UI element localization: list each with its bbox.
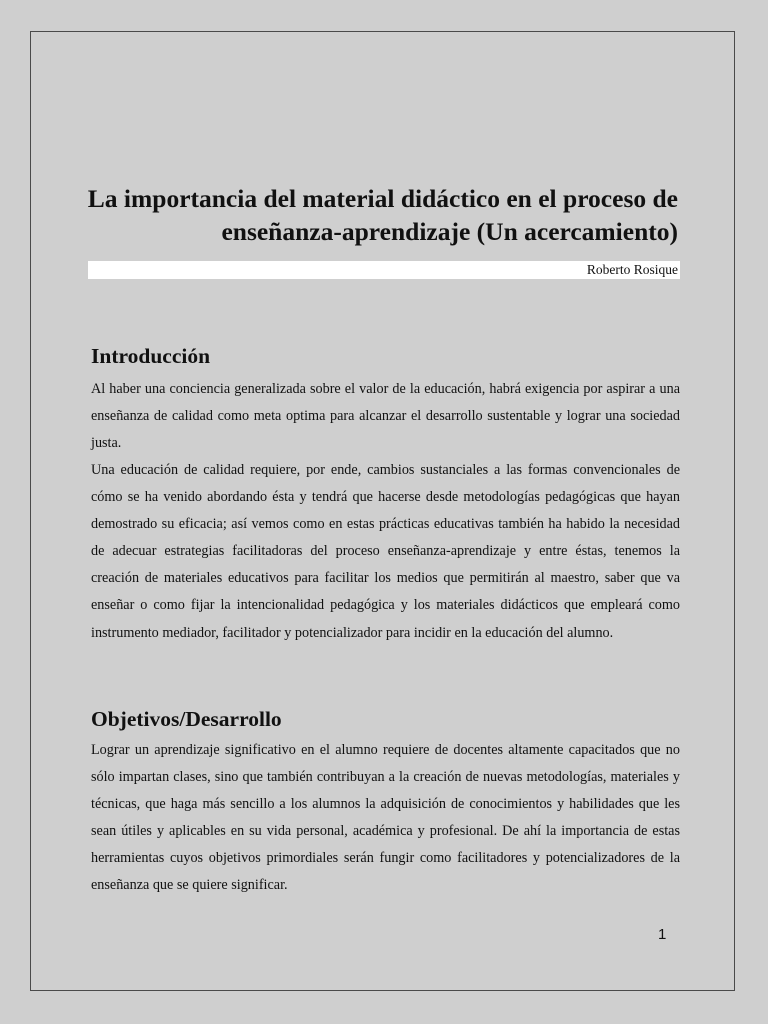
- section-heading-introduccion: Introducción: [91, 344, 211, 368]
- paragraph: Lograr un aprendizaje significativo en el alumno requiere de docentes altamente capacitados que no sólo impartan clases, sino que también contribuyan a la creación de nuevas metodologías, materiales y técnicas, que haga más sencillo a los alumnos la adquisición de conocimientos y habilidades que les sean útiles y aplicables en su vida personal, académica y profesional. De ahí la importancia de estas herramientas cuyos objetivos primordiales serán fungir como facilitadores y potencializadores de la enseñanza que se quiere significar.: [91, 742, 680, 894]
- paragraph: Al haber una conciencia generalizada sobre el valor de la educación, habrá exigencia por aspirar a una enseñanza de calidad como meta optima para alcanzar el desarrollo sustentable y lograr una sociedad justa.: [91, 381, 680, 452]
- document-page: [30, 31, 735, 991]
- author-bar: [88, 261, 680, 279]
- paragraph: Una educación de calidad requiere, por ende, cambios sustanciales a las formas convencionales de cómo se ha venido abordando ésta y tendrá que hacerse desde metodologías pedagógicas que hayan demostrado su eficacia; así vemos como en estas prácticas educativas también ha habido la necesidad de adecuar estrategias facilitadoras del proceso enseñanza-aprendizaje y entre éstas, tenemos la creación de materiales educativos para facilitar los medios que permitirán al maestro, saber que va enseñar o como fijar la intencionalidad pedagógica y los materiales didácticos que empleará como instrumento mediador, facilitador y potencializador para incidir en la educación del alumno.: [91, 462, 680, 641]
- section-heading-objetivos: Objetivos/Desarrollo: [91, 707, 282, 731]
- document-title: La importancia del material didáctico en el proceso de enseñanza-aprendizaje (Un acercamiento): [87, 184, 678, 246]
- author-name: Roberto Rosique: [586, 262, 678, 277]
- page-number: 1: [658, 926, 667, 943]
